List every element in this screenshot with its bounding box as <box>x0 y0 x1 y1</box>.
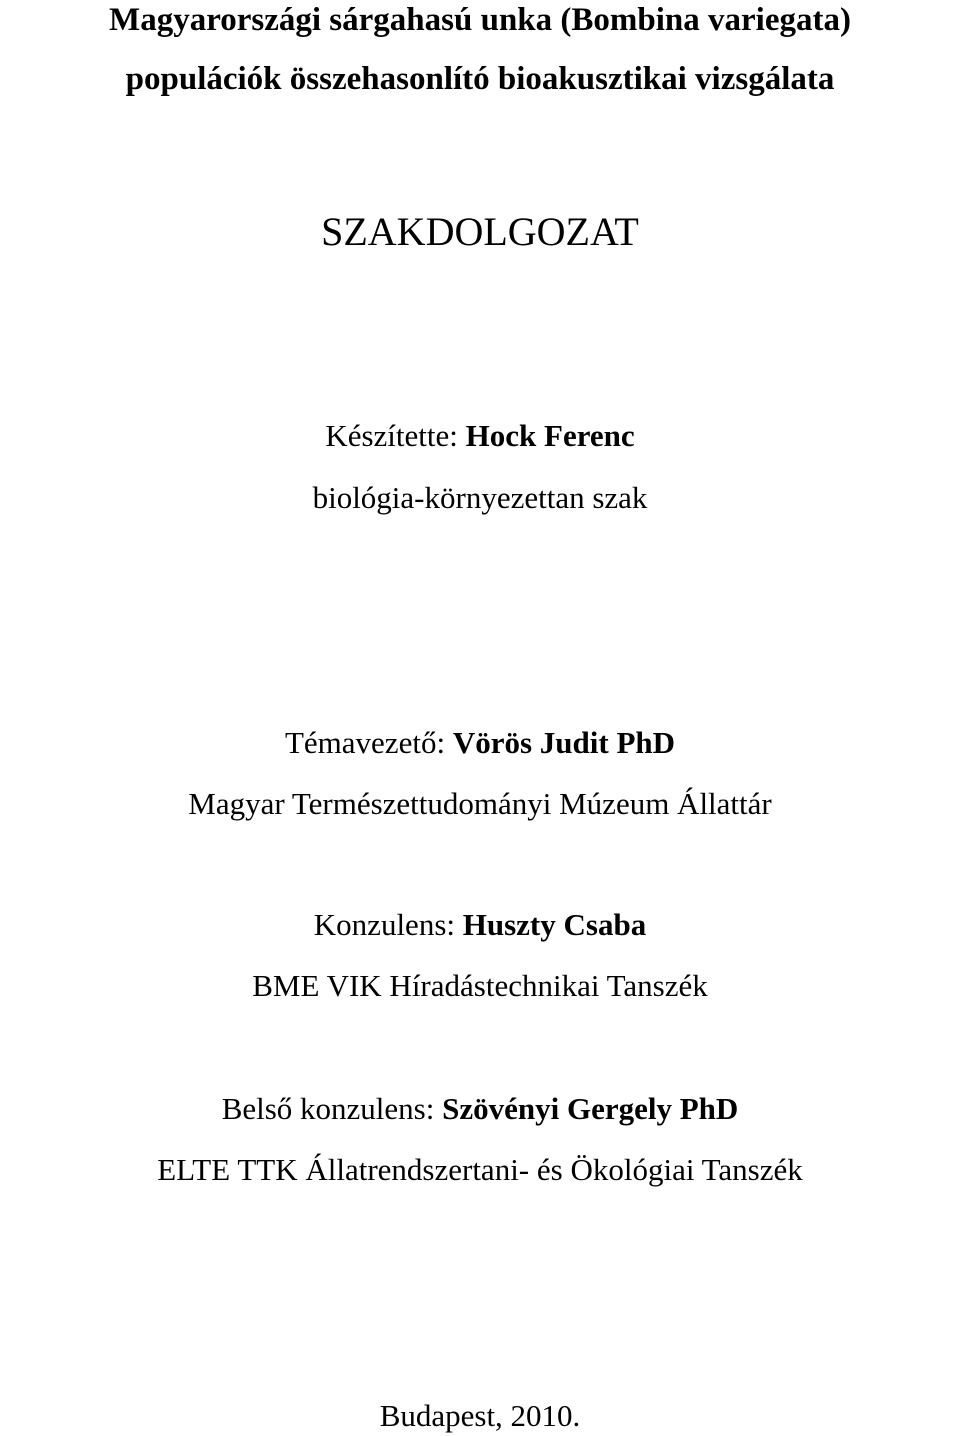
document-type: SZAKDOLGOZAT <box>321 209 639 254</box>
internal-consultant-affiliation: ELTE TTK Állatrendszertani- és Ökológiai Tanszék <box>157 1152 803 1187</box>
consultant-name: Huszty Csaba <box>462 907 647 942</box>
author-program: biológia-környezettan szak <box>312 480 648 515</box>
title-line-1: Magyarországi sárgahasú unka (Bombina variegata) <box>109 2 851 38</box>
place-date: Budapest, 2010. <box>379 1398 581 1433</box>
author-name: Hock Ferenc <box>465 418 635 453</box>
supervisor-line <box>0 727 960 758</box>
consultant-line <box>0 909 960 940</box>
consultant-affiliation: BME VIK Híradástechnikai Tanszék <box>252 968 708 1003</box>
author-label: Készítette: <box>325 418 466 453</box>
title-line-2: populációk összehasonlító bioakusztikai vizsgálata <box>125 61 835 97</box>
supervisor-label: Témavezető: <box>284 725 453 760</box>
internal-consultant-name: Szövényi Gergely PhD <box>442 1091 739 1126</box>
internal-consultant-label: Belső konzulens: <box>221 1091 443 1126</box>
internal-consultant-line <box>0 1093 960 1124</box>
author-line <box>0 420 960 451</box>
consultant-label: Konzulens: <box>313 907 463 942</box>
supervisor-name: Vörös Judit PhD <box>452 725 676 760</box>
supervisor-affiliation: Magyar Természettudományi Múzeum Állattár <box>188 786 772 821</box>
